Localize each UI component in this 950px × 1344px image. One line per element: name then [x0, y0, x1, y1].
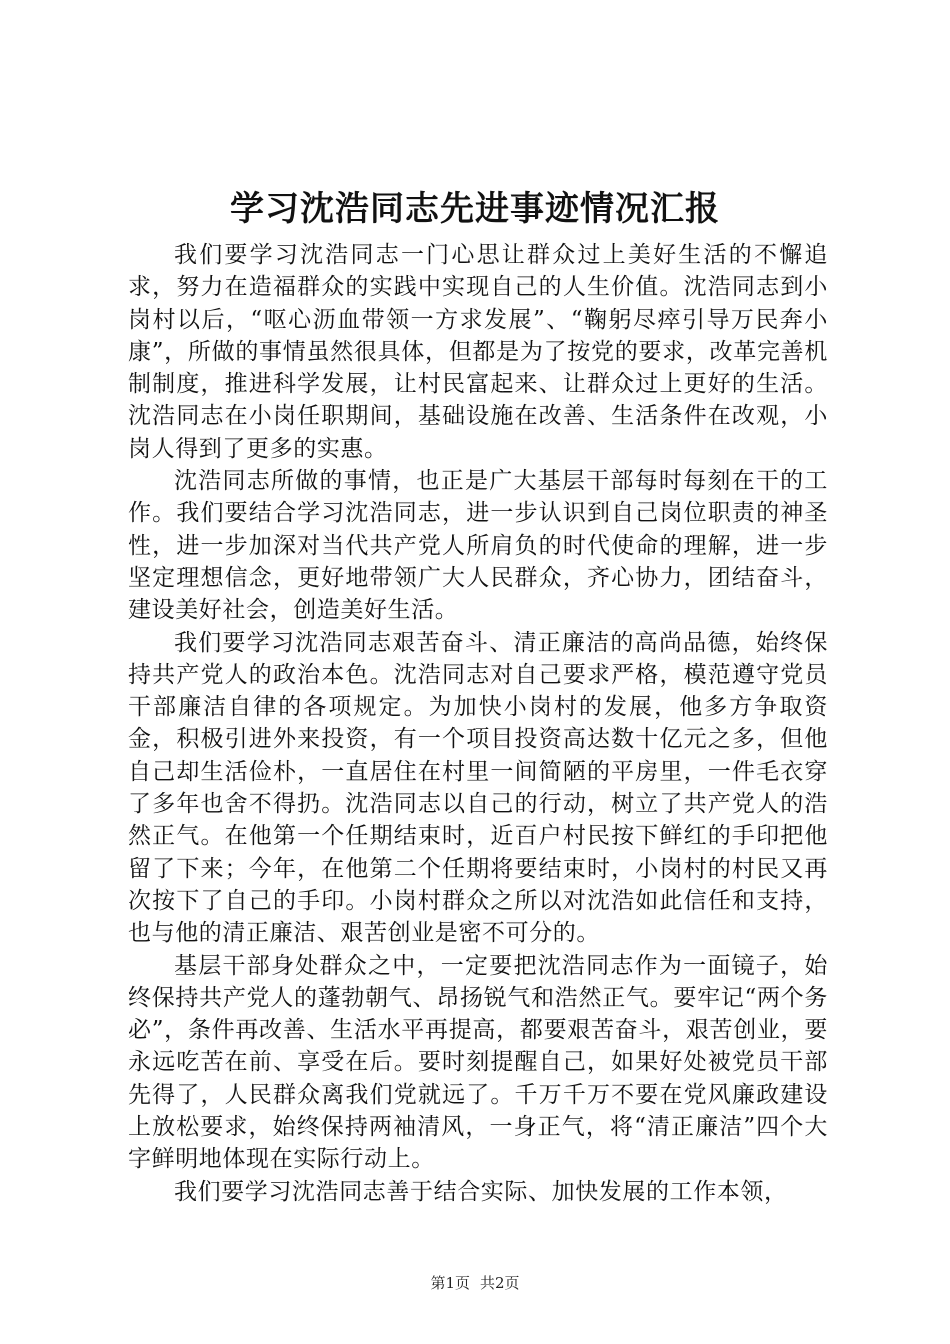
paragraph: 我们要学习沈浩同志善于结合实际、加快发展的工作本领，	[174, 1178, 788, 1205]
page-total: 共2页	[480, 1274, 520, 1292]
paragraph: 我们要学习沈浩同志艰苦奋斗、清正廉洁的高尚品德，始终保持共产党人的政治本色。沈浩同志对自己要求严格，模范遵守党员干部廉洁自律的各项规定。为加快小岗村的发展，他多方争取资金，积极引进外来投资，有一个项目投资高达数十亿元之多，但他自己却生活俭朴，一直居住在村里一间简陋的平房里，一件毛衣穿了多年也舍不得扔。沈浩同志以自己的行动，树立了共产党人的浩然正气。在他第一个任期结束时，近百户村民按下鲜红的手印把他留了下来；今年，在他第二个任期将要结束时，小岗村的村民又再次按下了自己的手印。小岗村群众之所以对沈浩如此信任和支持，也与他的清正廉洁、艰苦创业是密不可分的。	[128, 629, 828, 947]
paragraph: 沈浩同志所做的事情，也正是广大基层干部每时每刻在干的工作。我们要结合学习沈浩同志，进一步认识到自己岗位职责的神圣性，进一步加深对当代共产党人所肩负的时代使命的理解，进一步坚定理想信念，更好地带领广大人民群众，齐心协力，团结奋斗，建设美好社会，创造美好生活。	[128, 468, 828, 624]
document-title: 学习沈浩同志先进事迹情况汇报	[230, 189, 720, 229]
paragraph: 我们要学习沈浩同志一门心思让群众过上美好生活的不懈追求，努力在造福群众的实践中实现自己的人生价值。沈浩同志到小岗村以后，“呕心沥血带领一方求发展”、“鞠躬尽瘁引导万民奔小康”，所做的事情虽然很具体，但都是为了按党的要求，改革完善机制制度，推进科学发展，让村民富起来、让群众过上更好的生活。沈浩同志在小岗任职期间，基础设施在改善、生活条件在改观，小岗人得到了更多的实惠。	[128, 242, 828, 462]
paragraph: 基层干部身处群众之中，一定要把沈浩同志作为一面镜子，始终保持共产党人的蓬勃朝气、昂扬锐气和浩然正气。要牢记“两个务必”，条件再改善、生活水平再提高，都要艰苦奋斗，艰苦创业，要永远吃苦在前、享受在后。要时刻提醒自己，如果好处被党员干部先得了，人民群众离我们党就远了。千万千万不要在党风廉政建设上放松要求，始终保持两袖清风，一身正气，将“清正廉洁”四个大字鲜明地体现在实际行动上。	[128, 952, 828, 1173]
page-footer	[0, 1273, 950, 1293]
document-body	[128, 239, 828, 1208]
page-number: 第1页	[430, 1274, 470, 1292]
